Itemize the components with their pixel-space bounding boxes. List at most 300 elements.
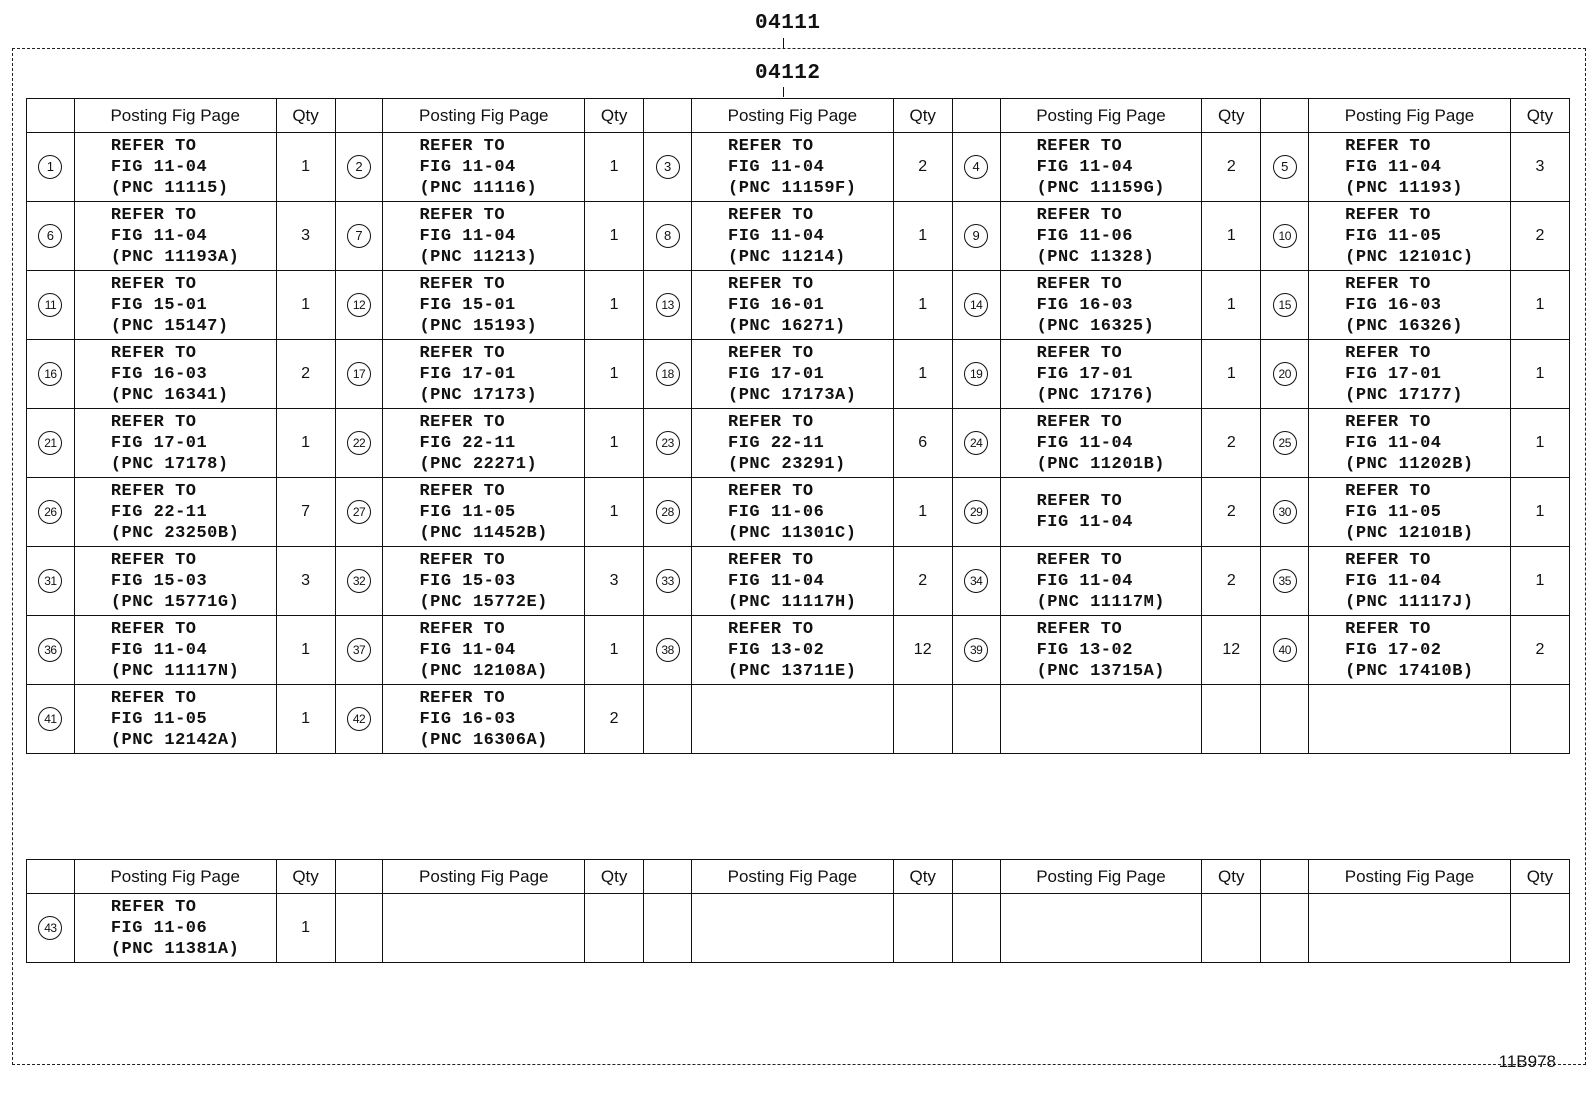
pnc-reference: (PNC 13711E) <box>728 661 857 681</box>
fig-reference: FIG 11-04 <box>1345 433 1442 453</box>
fig-reference: FIG 11-05 <box>110 709 208 729</box>
callout-cell <box>335 894 383 963</box>
pnc-reference: (PNC 12101C) <box>1345 247 1474 267</box>
header-qty: Qty <box>585 860 644 894</box>
refer-to-text: REFER TO <box>728 205 814 225</box>
header-posting-fig-page: Posting Fig Page <box>383 860 585 894</box>
callout-cell <box>952 133 1000 202</box>
qty-cell <box>893 685 952 754</box>
refer-to-text: REFER TO <box>728 412 814 432</box>
group-code-top: 04111 <box>755 12 821 35</box>
posting-fig-page-cell <box>74 202 276 271</box>
qty-cell: 12 <box>893 616 952 685</box>
fig-reference: FIG 11-06 <box>728 502 825 522</box>
pnc-reference: (PNC 11301C) <box>728 523 857 543</box>
callout-cell <box>27 340 75 409</box>
posting-fig-page-cell <box>692 409 894 478</box>
fig-reference: FIG 17-01 <box>1036 364 1133 384</box>
posting-fig-page-cell <box>383 478 585 547</box>
qty-cell: 1 <box>585 409 644 478</box>
table-row <box>27 409 1570 478</box>
fig-reference: FIG 22-11 <box>419 433 516 453</box>
refer-to-text: REFER TO <box>110 343 197 363</box>
qty-cell: 2 <box>585 685 644 754</box>
table-row <box>27 340 1570 409</box>
callout-cell <box>335 409 383 478</box>
callout-cell <box>1261 616 1309 685</box>
callout-number: 31 <box>38 569 62 593</box>
posting-fig-page-cell <box>1309 685 1511 754</box>
qty-cell: 1 <box>276 685 335 754</box>
qty-cell: 6 <box>893 409 952 478</box>
fig-reference: FIG 11-04 <box>110 226 208 246</box>
refer-to-text: REFER TO <box>419 343 506 363</box>
fig-reference: FIG 13-02 <box>1036 640 1133 660</box>
callout-number: 12 <box>347 293 371 317</box>
callout-cell <box>644 409 692 478</box>
posting-fig-page-cell <box>1000 894 1202 963</box>
qty-cell: 3 <box>585 547 644 616</box>
callout-cell <box>952 478 1000 547</box>
callout-number: 27 <box>347 500 371 524</box>
qty-cell: 2 <box>1510 202 1569 271</box>
pnc-reference: (PNC 11115) <box>110 178 229 198</box>
callout-cell <box>27 685 75 754</box>
callout-number: 9 <box>964 224 988 248</box>
pnc-reference: (PNC 17177) <box>1345 385 1463 405</box>
posting-fig-page-cell <box>1000 616 1202 685</box>
header-posting-fig-page: Posting Fig Page <box>1000 860 1202 894</box>
fig-reference: FIG 11-04 <box>728 157 825 177</box>
pnc-reference: (PNC 11214) <box>728 247 846 267</box>
refer-to-text: REFER TO <box>419 136 506 156</box>
qty-cell: 1 <box>1510 478 1569 547</box>
callout-cell <box>644 547 692 616</box>
qty-cell <box>1510 685 1569 754</box>
callout-number: 24 <box>964 431 988 455</box>
callout-cell <box>27 616 75 685</box>
refer-to-text: REFER TO <box>419 688 506 708</box>
table-row <box>27 202 1570 271</box>
posting-fig-page-cell <box>1000 478 1202 547</box>
posting-fig-page-cell <box>383 616 585 685</box>
fig-reference: FIG 17-01 <box>419 364 516 384</box>
callout-cell <box>644 340 692 409</box>
fig-reference: FIG 15-03 <box>419 571 516 591</box>
refer-to-text: REFER TO <box>1345 136 1431 156</box>
callout-cell <box>644 616 692 685</box>
pnc-reference: (PNC 17178) <box>110 454 229 474</box>
posting-fig-page-cell <box>383 202 585 271</box>
qty-cell: 1 <box>1510 547 1569 616</box>
qty-cell: 1 <box>585 271 644 340</box>
callout-cell <box>27 409 75 478</box>
callout-cell <box>335 685 383 754</box>
header-posting-fig-page: Posting Fig Page <box>383 99 585 133</box>
refer-to-text: REFER TO <box>110 897 197 917</box>
posting-fig-page-cell <box>692 340 894 409</box>
header-posting-fig-page: Posting Fig Page <box>74 99 276 133</box>
refer-to-text: REFER TO <box>1036 205 1123 225</box>
callout-cell <box>644 685 692 754</box>
pnc-reference: (PNC 15147) <box>110 316 229 336</box>
qty-cell: 2 <box>1202 547 1261 616</box>
qty-cell: 1 <box>1202 340 1261 409</box>
callout-cell <box>1261 894 1309 963</box>
group-code-inner: 04112 <box>755 62 821 85</box>
callout-number: 29 <box>964 500 988 524</box>
header-posting-fig-page: Posting Fig Page <box>1309 99 1511 133</box>
pnc-reference: (PNC 11202B) <box>1345 454 1474 474</box>
fig-reference: FIG 16-03 <box>1345 295 1442 315</box>
fig-reference: FIG 11-04 <box>728 226 825 246</box>
refer-to-text: REFER TO <box>728 619 814 639</box>
posting-fig-page-cell <box>692 478 894 547</box>
callout-number: 15 <box>1273 293 1297 317</box>
callout-number: 13 <box>656 293 680 317</box>
parts-table-main <box>26 98 1570 754</box>
fig-reference: FIG 11-04 <box>728 571 825 591</box>
refer-to-text: REFER TO <box>1345 550 1431 570</box>
callout-cell <box>1261 685 1309 754</box>
drawing-id: 11B978 <box>1498 1052 1556 1071</box>
callout-number: 3 <box>656 155 680 179</box>
group-code-inner-leader <box>783 87 784 97</box>
posting-fig-page-cell <box>1309 340 1511 409</box>
callout-cell <box>952 685 1000 754</box>
refer-to-text: REFER TO <box>1036 492 1123 511</box>
qty-cell <box>585 894 644 963</box>
fig-reference: FIG 16-03 <box>419 709 516 729</box>
qty-cell: 1 <box>276 894 335 963</box>
callout-cell <box>27 547 75 616</box>
callout-number: 19 <box>964 362 988 386</box>
posting-fig-page-cell <box>1309 202 1511 271</box>
refer-to-text: REFER TO <box>110 550 197 570</box>
pnc-reference: (PNC 11117M) <box>1036 592 1166 612</box>
fig-reference: FIG 11-04 <box>419 157 516 177</box>
pnc-reference: (PNC 11159G) <box>1036 178 1166 198</box>
callout-number: 42 <box>347 707 371 731</box>
qty-cell: 1 <box>585 478 644 547</box>
header-qty: Qty <box>276 860 335 894</box>
fig-reference: FIG 11-05 <box>1345 226 1442 246</box>
qty-cell: 12 <box>1202 616 1261 685</box>
qty-cell: 1 <box>585 133 644 202</box>
callout-number: 11 <box>38 293 62 317</box>
pnc-reference: (PNC 22271) <box>419 454 538 474</box>
callout-cell <box>335 616 383 685</box>
pnc-reference: (PNC 11201B) <box>1036 454 1166 474</box>
callout-number: 17 <box>347 362 371 386</box>
qty-cell: 1 <box>276 616 335 685</box>
pnc-reference: (PNC 17173A) <box>728 385 857 405</box>
refer-to-text: REFER TO <box>1345 205 1431 225</box>
posting-fig-page-cell <box>383 547 585 616</box>
header-num-cell <box>952 860 1000 894</box>
pnc-reference: (PNC 16306A) <box>419 730 548 750</box>
callout-number: 25 <box>1273 431 1297 455</box>
table-row <box>27 894 1570 963</box>
fig-reference: FIG 11-04 <box>1036 571 1133 591</box>
posting-fig-page-cell <box>74 547 276 616</box>
callout-number: 38 <box>656 638 680 662</box>
posting-fig-page-cell <box>383 340 585 409</box>
callout-number: 16 <box>38 362 62 386</box>
group-code-top-leader <box>783 38 784 48</box>
pnc-reference: (PNC 15771G) <box>110 592 240 612</box>
posting-fig-page-cell <box>692 271 894 340</box>
callout-cell <box>335 340 383 409</box>
posting-fig-page-cell <box>74 894 276 963</box>
callout-cell <box>644 202 692 271</box>
qty-cell: 1 <box>893 340 952 409</box>
table-row <box>27 478 1570 547</box>
qty-cell: 3 <box>276 547 335 616</box>
callout-cell <box>952 616 1000 685</box>
qty-cell: 2 <box>893 133 952 202</box>
posting-fig-page-cell <box>74 340 276 409</box>
fig-reference: FIG 11-04 <box>419 640 516 660</box>
posting-fig-page-cell <box>1309 894 1511 963</box>
posting-fig-page-cell <box>74 616 276 685</box>
callout-cell <box>952 409 1000 478</box>
posting-fig-page-cell <box>74 409 276 478</box>
qty-cell: 1 <box>1510 340 1569 409</box>
refer-to-text: REFER TO <box>419 619 506 639</box>
callout-number: 6 <box>38 224 62 248</box>
refer-to-text: REFER TO <box>728 550 814 570</box>
header-num-cell <box>1261 860 1309 894</box>
refer-to-text: REFER TO <box>110 274 197 294</box>
posting-fig-page-cell <box>692 616 894 685</box>
refer-to-text: REFER TO <box>419 274 506 294</box>
qty-cell: 2 <box>1510 616 1569 685</box>
qty-cell: 1 <box>276 409 335 478</box>
posting-fig-page-cell <box>1000 547 1202 616</box>
pnc-reference: (PNC 13715A) <box>1036 661 1166 681</box>
fig-reference: FIG 13-02 <box>728 640 825 660</box>
callout-cell <box>27 202 75 271</box>
posting-fig-page-cell <box>1000 202 1202 271</box>
posting-fig-page-cell <box>74 271 276 340</box>
fig-reference: FIG 16-03 <box>110 364 208 384</box>
pnc-reference: (PNC 11328) <box>1036 247 1155 267</box>
refer-to-text: REFER TO <box>1036 343 1123 363</box>
header-num-cell <box>27 860 75 894</box>
qty-cell: 1 <box>585 340 644 409</box>
callout-cell <box>27 478 75 547</box>
qty-cell: 1 <box>585 616 644 685</box>
callout-number: 28 <box>656 500 680 524</box>
refer-to-text: REFER TO <box>1036 550 1123 570</box>
refer-to-text: REFER TO <box>1036 619 1123 639</box>
callout-cell <box>952 547 1000 616</box>
callout-number: 32 <box>347 569 371 593</box>
pnc-reference: (PNC 12108A) <box>419 661 548 681</box>
refer-to-text: REFER TO <box>1345 619 1431 639</box>
pnc-reference: (PNC 11193) <box>1345 178 1463 198</box>
header-qty: Qty <box>1510 860 1569 894</box>
header-posting-fig-page: Posting Fig Page <box>1309 860 1511 894</box>
callout-number: 8 <box>656 224 680 248</box>
callout-number: 41 <box>38 707 62 731</box>
posting-fig-page-cell <box>692 685 894 754</box>
posting-fig-page-cell <box>692 547 894 616</box>
qty-cell <box>893 894 952 963</box>
parts-table-continued <box>26 859 1570 963</box>
posting-fig-page-cell <box>692 202 894 271</box>
fig-reference: FIG 11-04 <box>419 226 516 246</box>
refer-to-text: REFER TO <box>419 205 506 225</box>
qty-cell: 2 <box>276 340 335 409</box>
fig-reference: FIG 11-04 <box>1036 157 1133 177</box>
refer-to-text: REFER TO <box>110 481 197 501</box>
refer-to-text: REFER TO <box>110 412 197 432</box>
pnc-reference: (PNC 16325) <box>1036 316 1155 336</box>
posting-fig-page-cell <box>1000 685 1202 754</box>
callout-number: 7 <box>347 224 371 248</box>
header-qty: Qty <box>1202 860 1261 894</box>
refer-to-text: REFER TO <box>1036 136 1123 156</box>
callout-cell <box>1261 202 1309 271</box>
callout-cell <box>952 271 1000 340</box>
qty-cell: 2 <box>1202 409 1261 478</box>
header-num-cell <box>335 860 383 894</box>
qty-cell <box>1202 894 1261 963</box>
refer-to-text: REFER TO <box>1036 412 1123 432</box>
callout-number: 36 <box>38 638 62 662</box>
pnc-reference: (PNC 11193A) <box>110 247 240 267</box>
fig-reference: FIG 16-03 <box>1036 295 1133 315</box>
fig-reference: FIG 11-04 <box>1345 571 1442 591</box>
fig-reference: FIG 11-06 <box>1036 226 1133 246</box>
fig-reference: FIG 11-05 <box>419 502 516 522</box>
qty-cell: 1 <box>1202 271 1261 340</box>
posting-fig-page-cell <box>1309 271 1511 340</box>
qty-cell: 7 <box>276 478 335 547</box>
callout-cell <box>335 133 383 202</box>
posting-fig-page-cell <box>1000 409 1202 478</box>
posting-fig-page-cell <box>1309 409 1511 478</box>
table-row <box>27 271 1570 340</box>
callout-cell <box>1261 478 1309 547</box>
posting-fig-page-cell <box>1309 478 1511 547</box>
pnc-reference: (PNC 17173) <box>419 385 538 405</box>
callout-cell <box>335 478 383 547</box>
callout-cell <box>952 894 1000 963</box>
refer-to-text: REFER TO <box>728 136 814 156</box>
callout-number: 20 <box>1273 362 1297 386</box>
callout-cell <box>1261 409 1309 478</box>
header-qty: Qty <box>1510 99 1569 133</box>
qty-cell: 1 <box>276 271 335 340</box>
fig-reference: FIG 17-01 <box>110 433 208 453</box>
callout-number: 35 <box>1273 569 1297 593</box>
callout-number: 14 <box>964 293 988 317</box>
callout-cell <box>644 133 692 202</box>
posting-fig-page-cell <box>74 478 276 547</box>
callout-cell <box>1261 547 1309 616</box>
callout-cell <box>952 202 1000 271</box>
posting-fig-page-cell <box>1000 271 1202 340</box>
pnc-reference: (PNC 11116) <box>419 178 538 198</box>
qty-cell: 1 <box>893 478 952 547</box>
fig-reference: FIG 22-11 <box>110 502 208 522</box>
header-num-cell <box>644 99 692 133</box>
pnc-reference: (PNC 11117J) <box>1345 592 1474 612</box>
header-qty: Qty <box>1202 99 1261 133</box>
pnc-reference: (PNC 11117H) <box>728 592 857 612</box>
callout-cell <box>644 894 692 963</box>
refer-to-text: REFER TO <box>110 136 197 156</box>
qty-cell: 1 <box>276 133 335 202</box>
callout-number: 34 <box>964 569 988 593</box>
pnc-reference: (PNC 23291) <box>728 454 846 474</box>
refer-to-text: REFER TO <box>728 274 814 294</box>
fig-reference: FIG 17-01 <box>1345 364 1442 384</box>
callout-number: 10 <box>1273 224 1297 248</box>
header-num-cell <box>1261 99 1309 133</box>
header-num-cell <box>27 99 75 133</box>
callout-number: 30 <box>1273 500 1297 524</box>
pnc-reference: (PNC 15772E) <box>419 592 548 612</box>
posting-fig-page-cell <box>74 133 276 202</box>
fig-reference: FIG 11-04 <box>1036 433 1133 453</box>
header-qty: Qty <box>893 99 952 133</box>
refer-to-text: REFER TO <box>110 619 197 639</box>
header-posting-fig-page: Posting Fig Page <box>1000 99 1202 133</box>
callout-number: 4 <box>964 155 988 179</box>
posting-fig-page-cell <box>692 894 894 963</box>
callout-number: 43 <box>38 916 62 940</box>
table-row <box>27 616 1570 685</box>
callout-number: 39 <box>964 638 988 662</box>
fig-reference: FIG 22-11 <box>728 433 825 453</box>
posting-fig-page-cell <box>692 133 894 202</box>
posting-fig-page-cell <box>1309 547 1511 616</box>
refer-to-text: REFER TO <box>1345 343 1431 363</box>
header-posting-fig-page: Posting Fig Page <box>692 860 894 894</box>
fig-reference: FIG 11-04 <box>110 157 208 177</box>
pnc-reference: (PNC 23250B) <box>110 523 240 543</box>
callout-number: 40 <box>1273 638 1297 662</box>
fig-reference: FIG 15-01 <box>110 295 208 315</box>
qty-cell: 3 <box>1510 133 1569 202</box>
header-num-cell <box>952 99 1000 133</box>
refer-to-text: REFER TO <box>110 205 197 225</box>
posting-fig-page-cell <box>383 271 585 340</box>
refer-to-text: REFER TO <box>419 412 506 432</box>
posting-fig-page-cell <box>383 133 585 202</box>
qty-cell: 2 <box>1202 133 1261 202</box>
callout-number: 5 <box>1273 155 1297 179</box>
posting-fig-page-cell <box>1309 616 1511 685</box>
parts-table-header <box>27 860 1570 894</box>
fig-reference: FIG 11-05 <box>1345 502 1442 522</box>
callout-cell <box>644 271 692 340</box>
qty-cell: 1 <box>1202 202 1261 271</box>
table-row <box>27 133 1570 202</box>
qty-cell: 1 <box>585 202 644 271</box>
posting-fig-page-cell <box>383 409 585 478</box>
qty-cell: 2 <box>893 547 952 616</box>
refer-to-text: REFER TO <box>728 481 814 501</box>
header-posting-fig-page: Posting Fig Page <box>692 99 894 133</box>
pnc-reference: (PNC 11213) <box>419 247 538 267</box>
callout-number: 23 <box>656 431 680 455</box>
refer-to-text: REFER TO <box>1345 412 1431 432</box>
